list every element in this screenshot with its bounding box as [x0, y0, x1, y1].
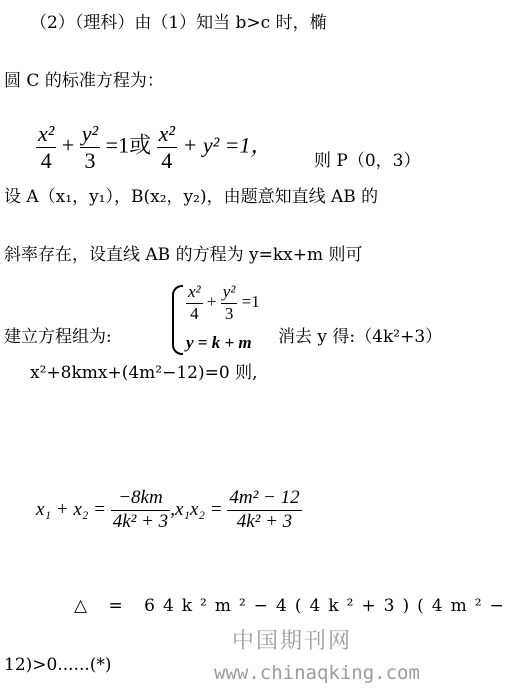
numerator: −8km	[111, 488, 170, 511]
eliminate-y-text: 消去 y 得:（4k²+3）	[278, 327, 443, 347]
operator: +	[206, 292, 217, 312]
discriminant-line: △ = 64k²m²−4(4k²+3)(4m²−	[74, 596, 512, 616]
equation-system	[172, 283, 292, 355]
equals-or: =1或	[105, 132, 152, 158]
text-line-5: 斜率存在，设直线 AB 的方程为 y=kx+m 则可	[4, 245, 363, 265]
system-row-2: y = k + m	[186, 333, 252, 352]
numerator: x²	[36, 122, 56, 148]
point-p-text: 则 P（0，3）	[314, 151, 421, 171]
text-line-2: 圆 C 的标准方程为：	[4, 71, 164, 91]
sum-lhs: x₁ + x₂ =	[36, 498, 106, 520]
denominator: 4	[190, 303, 199, 323]
denominator: 3	[224, 303, 234, 323]
numerator: x²	[186, 283, 203, 304]
text-line-7: x²+8kmx+(4m²−12)=0 则,	[30, 363, 258, 383]
fraction	[186, 283, 203, 323]
operator: +	[61, 132, 75, 158]
system-row-1	[186, 283, 260, 323]
fraction	[36, 122, 56, 173]
numerator: 4m² − 12	[227, 488, 301, 511]
fraction	[157, 122, 177, 173]
vieta-formulas	[36, 488, 302, 533]
text-line-1: （2）（理科）由（1）知当 b>c 时，椭	[30, 13, 327, 33]
product-lhs: x₁x₂ =	[174, 498, 223, 520]
fraction	[221, 283, 238, 323]
text-line-4: 设 A（x₁，y₁），B(x₂，y₂)，由题意知直线 AB 的	[4, 187, 379, 207]
equation-remainder: + y² =1，	[182, 132, 273, 158]
denominator: 3	[84, 148, 96, 174]
watermark-cn: 中国期刊网	[232, 629, 353, 654]
denominator: 4k² + 3	[112, 510, 169, 532]
ellipse-equations	[36, 122, 273, 173]
fraction	[227, 488, 301, 533]
fraction	[111, 488, 170, 533]
system-lead-text: 建立方程组为:	[4, 327, 112, 347]
denominator: 4k² + 3	[236, 510, 293, 532]
denominator: 4	[161, 148, 173, 174]
left-brace	[172, 285, 183, 355]
numerator: x²	[157, 122, 177, 148]
separator: ,	[170, 498, 175, 520]
fraction	[80, 122, 100, 173]
denominator: 4	[40, 148, 52, 174]
equals: =1	[241, 292, 260, 312]
watermark-url: www.chinaqking.com	[214, 662, 420, 684]
numerator: y²	[221, 283, 238, 304]
condition-line: 12)>0......(*)	[4, 655, 112, 675]
numerator: y²	[80, 122, 100, 148]
